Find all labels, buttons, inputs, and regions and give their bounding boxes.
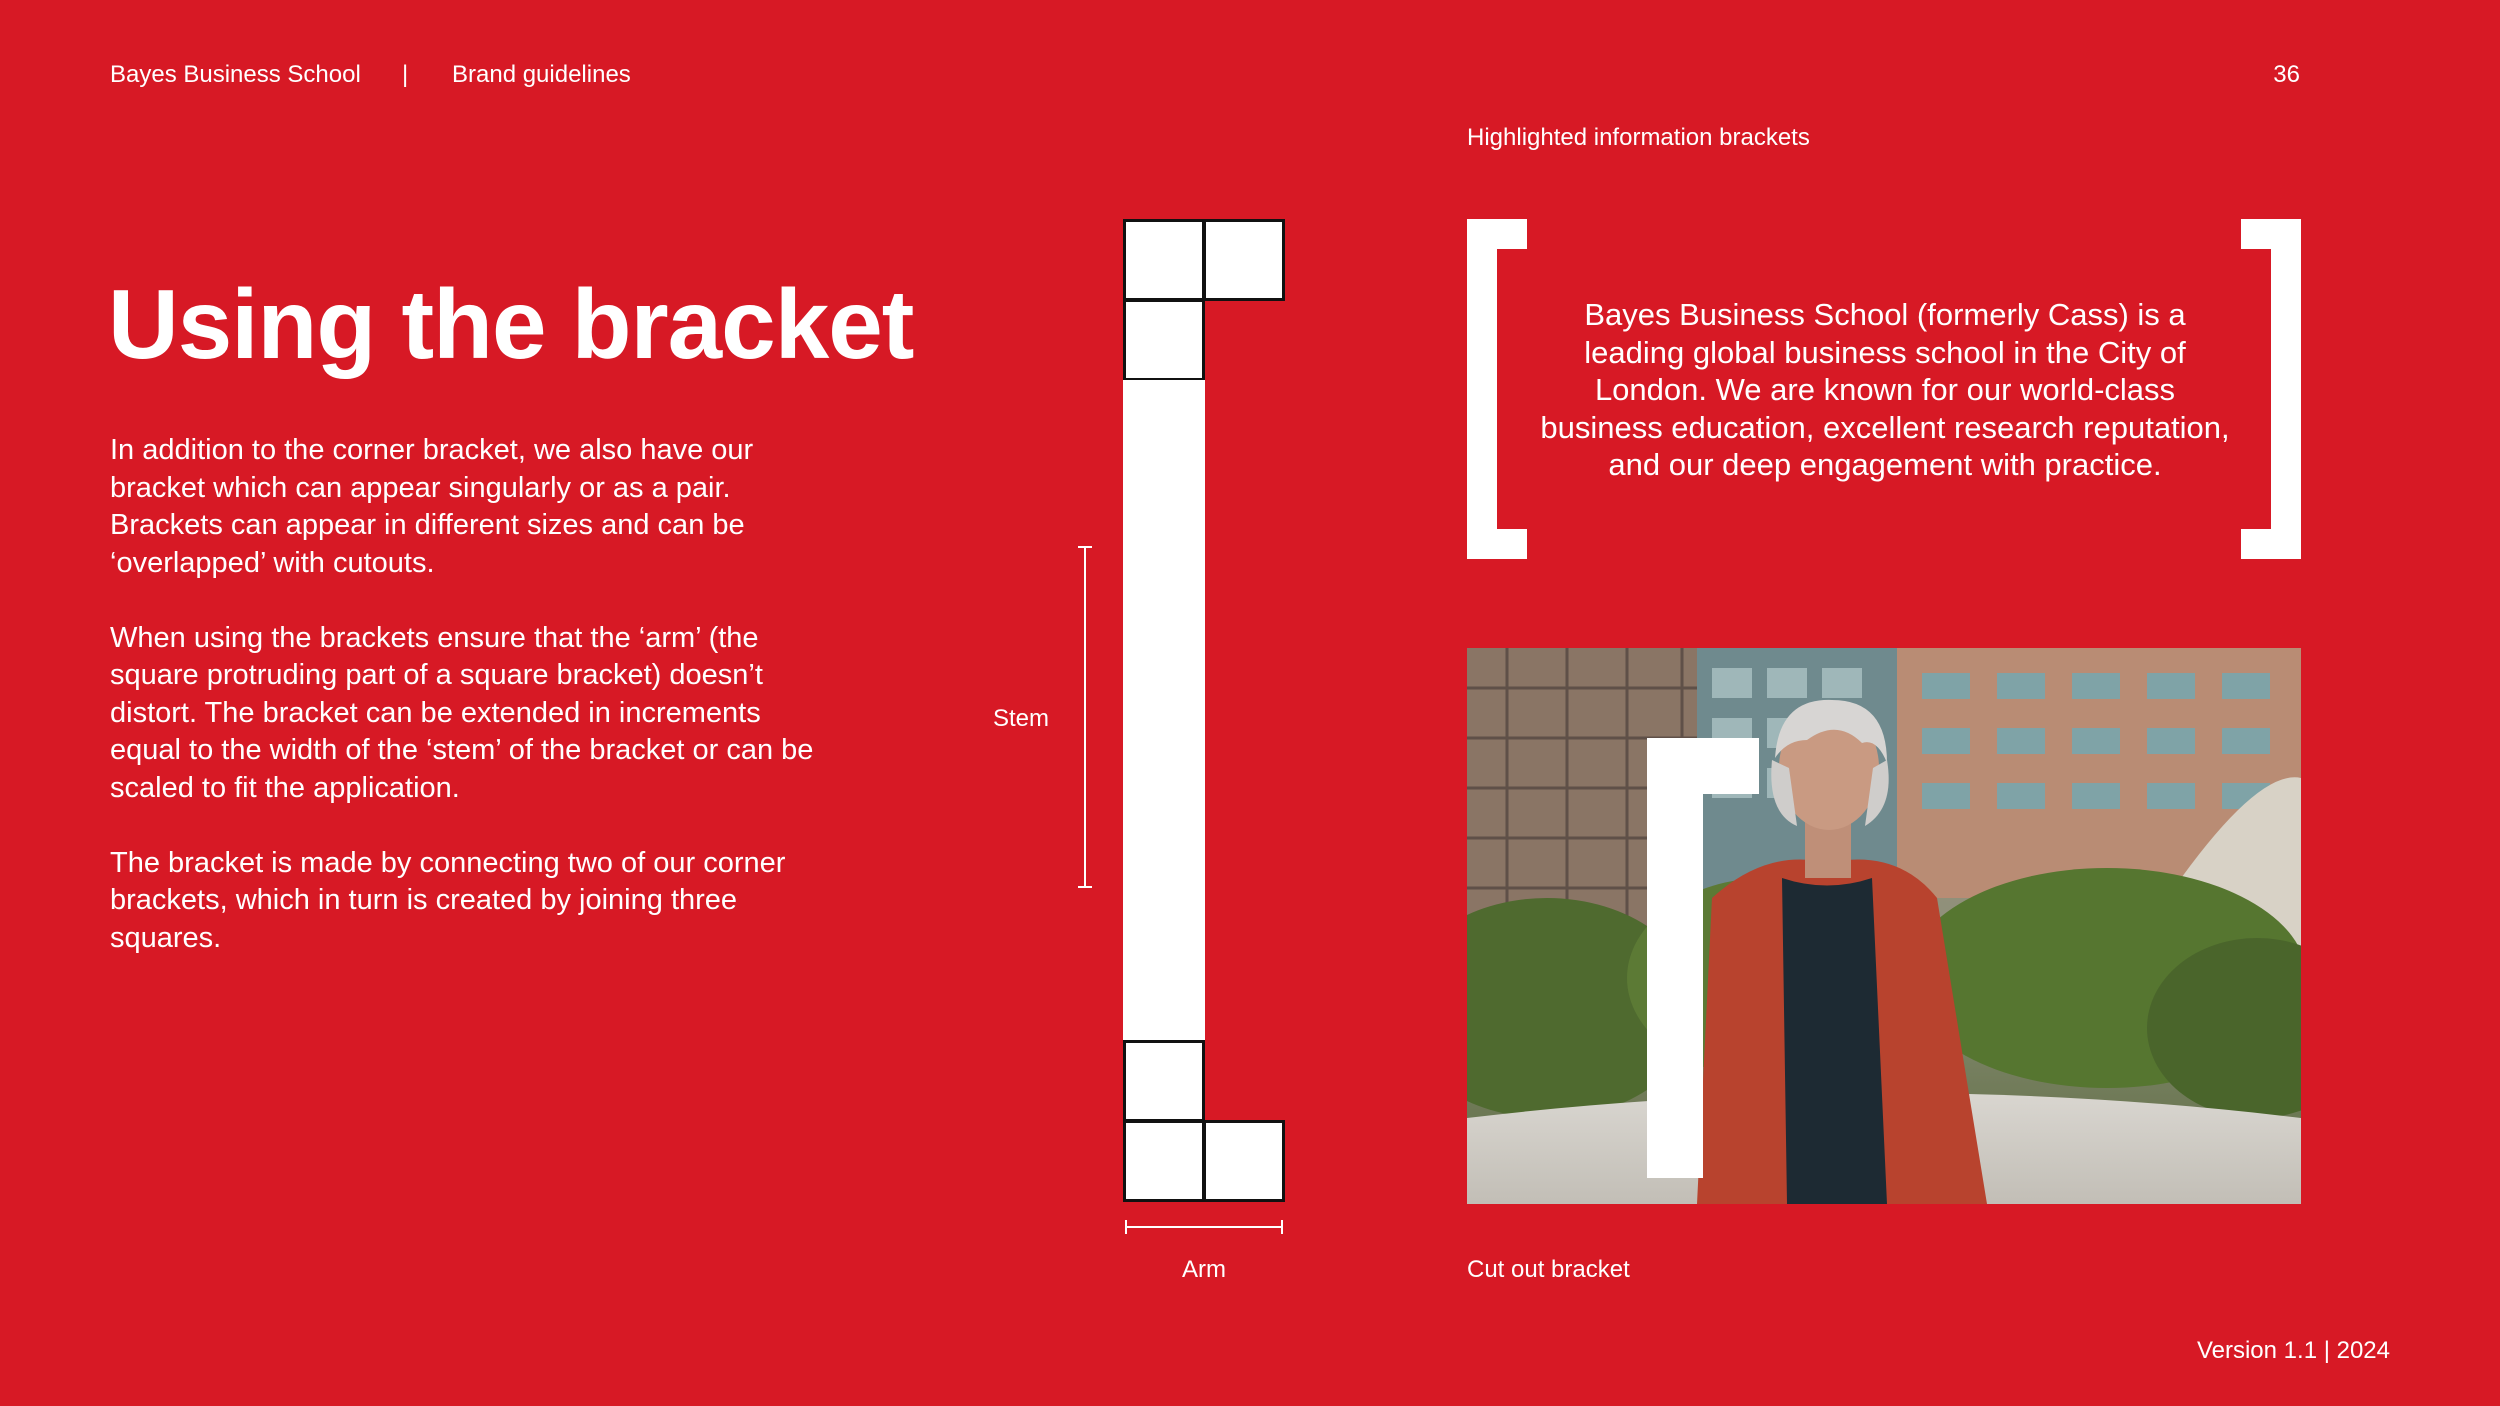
photo-caption: Cut out bracket — [1467, 1256, 1630, 1283]
version-label: Version 1.1 | 2024 — [2196, 1337, 2390, 1364]
bracket-square-top-corner — [1123, 219, 1205, 301]
header-school-name: Bayes Business School — [110, 61, 361, 88]
portrait-photo — [1467, 648, 2301, 1204]
arm-label: Arm — [1182, 1256, 1226, 1283]
highlight-quote: Bayes Business School (formerly Cass) is a leading global business school in the City of London. We are known for our world-class business education, excellent research reputation, and our deep engagement with practice. — [1540, 297, 2230, 482]
bracket-square-top-arm — [1203, 219, 1285, 301]
bracket-square-top-stem — [1123, 299, 1205, 381]
bracket-square-bottom-arm — [1203, 1120, 1285, 1202]
body-paragraph-3: The bracket is made by connecting two of our corner brackets, which in turn is created by joining three squares. — [110, 846, 786, 954]
bracket-square-bottom-stem — [1123, 1040, 1205, 1122]
header-separator: | — [402, 61, 409, 88]
highlight-caption: Highlighted information brackets — [1467, 124, 1810, 151]
body-paragraph-2: When using the brackets ensure that the ‘arm’ (the square protruding part of a square bracket) doesn’t distort. The bracket can be extended in increments equal to the width of the ‘stem’ of the bracket or can be scaled to fit the application. — [110, 621, 814, 804]
page-number: 36 — [2273, 61, 2300, 88]
body-paragraph-1: In addition to the corner bracket, we also have our bracket which can appear singularly or as a pair. Brackets can appear in different sizes and can be ‘overlapped’ with cutouts. — [110, 434, 754, 579]
body-text — [110, 432, 830, 995]
page-title: Using the bracket — [108, 269, 914, 379]
stem-label: Stem — [993, 705, 1050, 732]
bracket-stem — [1123, 380, 1205, 1042]
bracket-square-bottom-corner — [1123, 1120, 1205, 1202]
header-section-name: Brand guidelines — [452, 61, 631, 88]
